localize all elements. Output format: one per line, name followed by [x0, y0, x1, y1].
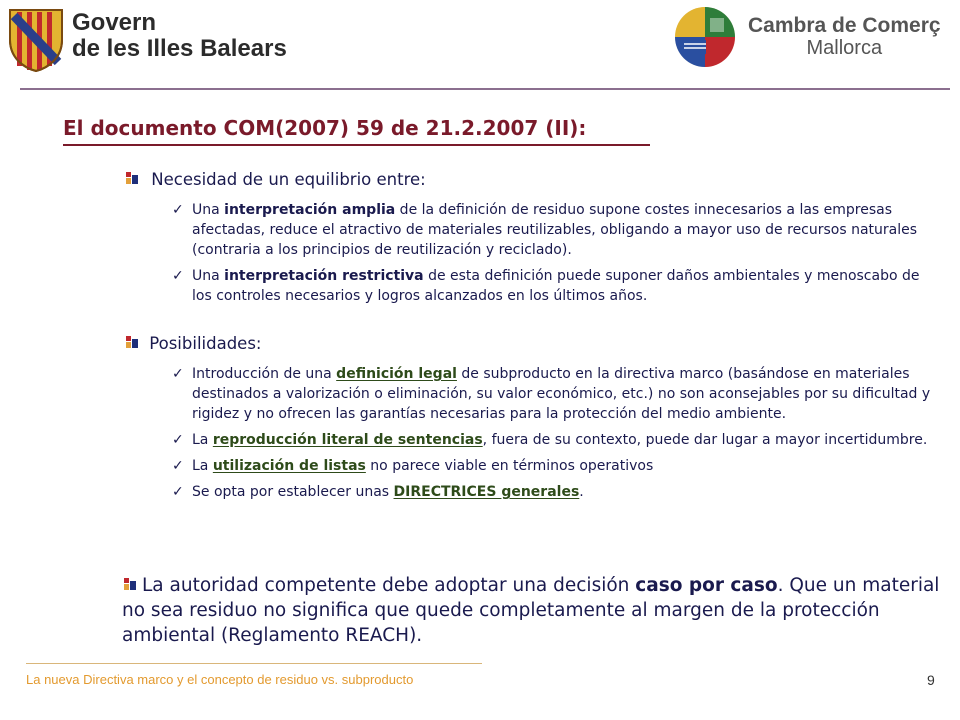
- section1-list: [172, 200, 932, 312]
- slide-title: El documento COM(2007) 59 de 21.2.2007 (II):: [63, 116, 587, 140]
- section2-heading: [124, 334, 261, 353]
- page-number: 9: [927, 672, 935, 688]
- cambra-logo: [672, 4, 941, 70]
- checkmark-icon: ✓: [172, 366, 184, 382]
- conclusion-paragraph: La autoridad competente debe adoptar una decisión caso por caso. Que un material no sea residuo no significa que quede completamente al margen de la protección ambiental (Reglamento REACH).: [122, 575, 940, 646]
- link-definicion-legal[interactable]: definición legal: [336, 366, 457, 382]
- header-divider: [20, 88, 950, 90]
- govern-logo: [8, 6, 287, 72]
- section1-heading: [124, 170, 426, 189]
- section2-list: [172, 364, 932, 508]
- cambra-emblem-icon: [672, 4, 738, 70]
- link-utilizacion-listas[interactable]: utilización de listas: [212, 458, 366, 474]
- list-item: ✓ Introducción de una definición legal de subproducto en la directiva marco (basándose en materiales destinados a valorización o eliminación, su valor económico, etc.) no son aconsejables por su dificultad y rigidez y no ofrecen las garantías necesarias para la protección del medio ambiente.: [172, 366, 931, 422]
- list-item: ✓ Una interpretación amplia de la definición de residuo supone costes innecesarios a las empresas afectadas, reduce el atractivo de materiales reutilizables, obligando a mayor uso de recursos naturales (contraria a los principios de reutilización y reciclado).: [172, 202, 918, 258]
- cambra-line2: Mallorca: [806, 37, 883, 59]
- checkmark-icon: ✓: [172, 202, 184, 218]
- bullet-icon: [122, 576, 138, 592]
- footer-title: La nueva Directiva marco y el concepto de residuo vs. subproducto: [26, 672, 414, 687]
- section2-heading-text: Posibilidades:: [149, 334, 262, 353]
- list-item: ✓ La reproducción literal de sentencias, fuera de su contexto, puede dar lugar a mayor incertidumbre.: [172, 432, 928, 448]
- bullet-icon: [124, 334, 140, 350]
- checkmark-icon: ✓: [172, 432, 184, 448]
- list-item: ✓ Una interpretación restrictiva de esta definición puede suponer daños ambientales y menoscabo de los controles necesarios y logros alcanzados en los últimos años.: [172, 268, 920, 304]
- cambra-line1: Cambra de Comerç: [748, 14, 941, 37]
- link-reproduccion-literal[interactable]: reproducción literal de sentencias: [212, 432, 483, 448]
- govern-line2: de les Illes Balears: [72, 35, 287, 62]
- coat-of-arms-icon: [8, 6, 64, 72]
- bullet-icon: [124, 170, 140, 186]
- link-directrices[interactable]: DIRECTRICES generales: [393, 484, 580, 500]
- list-item: ✓ Se opta por establecer unas DIRECTRICES generales.: [172, 484, 584, 500]
- slide-header: [0, 0, 960, 90]
- checkmark-icon: ✓: [172, 458, 184, 474]
- list-item: ✓ La utilización de listas no parece viable en términos operativos: [172, 458, 654, 474]
- checkmark-icon: ✓: [172, 268, 184, 284]
- section1-heading-text: Necesidad de un equilibrio entre:: [151, 170, 426, 189]
- govern-line1: Govern: [72, 9, 157, 36]
- footer-divider: [26, 663, 482, 664]
- checkmark-icon: ✓: [172, 484, 184, 500]
- title-underline: [63, 144, 650, 146]
